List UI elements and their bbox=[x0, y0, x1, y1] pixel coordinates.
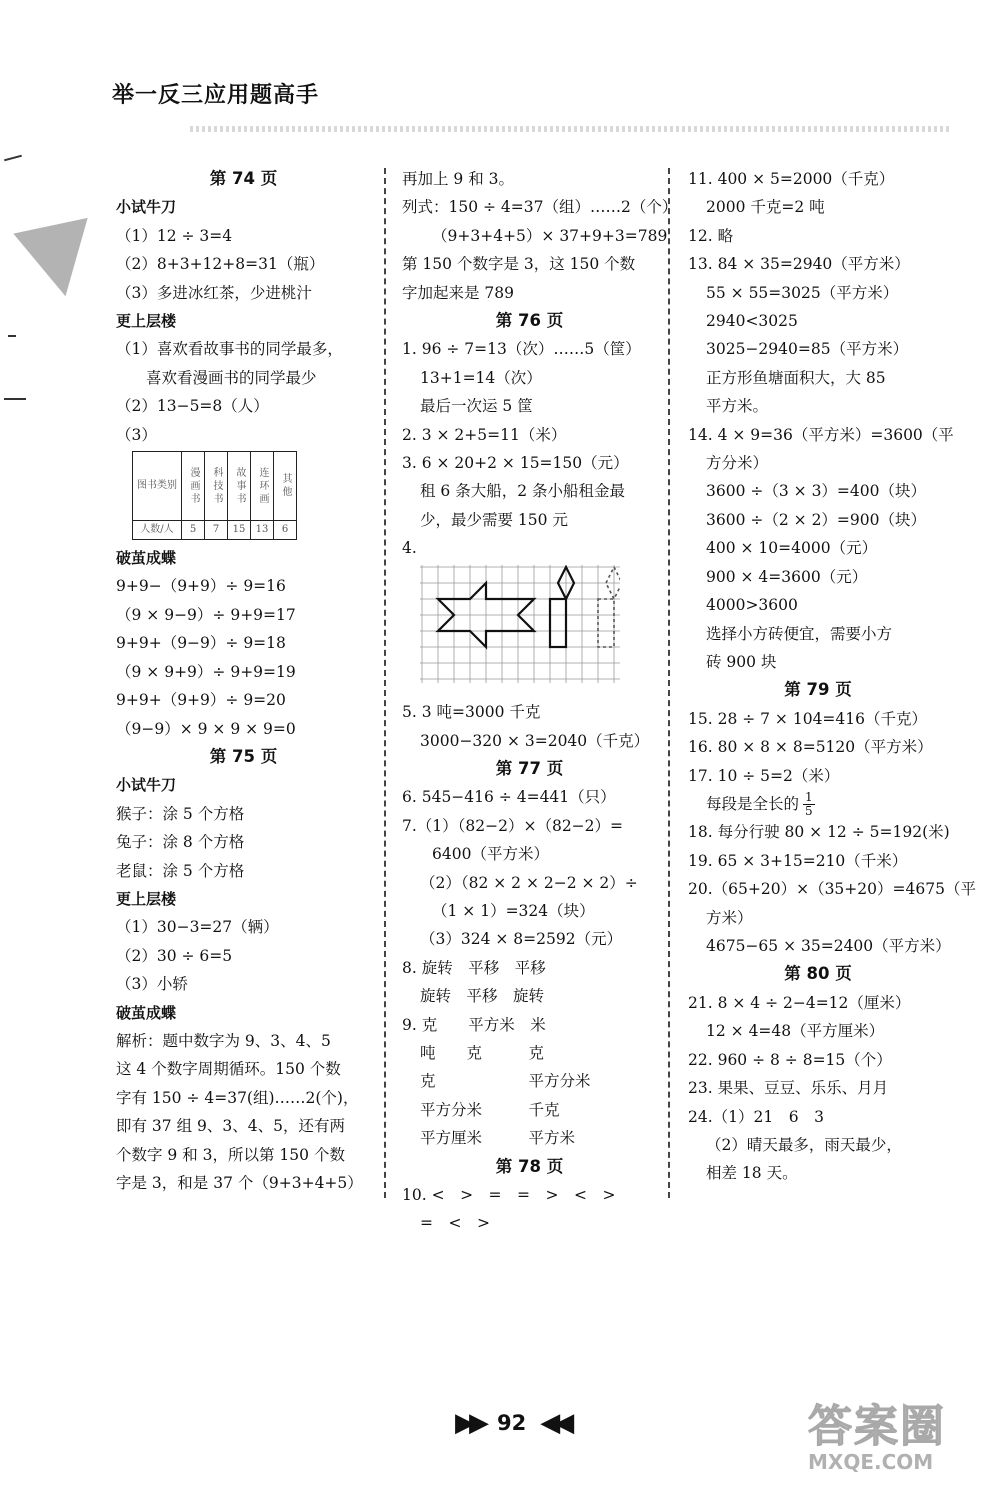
answer-line: 字是 3，和是 37 个（9+3+4+5） bbox=[116, 1174, 363, 1192]
answer-line: （1）喜欢看故事书的同学最多， bbox=[116, 340, 343, 359]
answer-line: 平方米。 bbox=[706, 397, 769, 416]
answer-line: （1）30−3=27（辆） bbox=[116, 918, 279, 937]
answer-line: 3025−2940=85（平方米） bbox=[706, 340, 909, 359]
header-rule bbox=[190, 126, 950, 132]
answer-line: 吨 克 克 bbox=[420, 1043, 545, 1062]
answer-line: 14. 4 × 9=36（平方米）=3600（平 bbox=[688, 425, 954, 444]
answer-line: 相差 18 天。 bbox=[706, 1164, 798, 1183]
answer-line: 列式：150 ÷ 4=37（组）……2（个） bbox=[402, 198, 678, 217]
page-footer bbox=[455, 1408, 568, 1438]
answer-line: 12 × 4=48（平方厘米） bbox=[706, 1022, 885, 1041]
answer-line: 21. 8 × 4 ÷ 2−4=12（厘米） bbox=[688, 993, 911, 1012]
answer-line: 字有 150 ÷ 4=37(组)……2(个)， bbox=[116, 1088, 359, 1107]
answer-line: （2）30 ÷ 6=5 bbox=[116, 946, 233, 965]
section-heading: 小试牛刀 bbox=[116, 776, 177, 795]
answer-line: 2. 3 × 2+5=11（米） bbox=[402, 425, 567, 444]
answer-line: （9 × 9+9）÷ 9+9=19 bbox=[116, 662, 296, 681]
answer-line: 9+9+（9−9）÷ 9=18 bbox=[116, 634, 286, 653]
answer-line: 6400（平方米） bbox=[432, 845, 549, 864]
answer-line: 1. 96 ÷ 7=13（次）……5（筐） bbox=[402, 340, 641, 359]
answer-line: 方米） bbox=[706, 908, 753, 927]
answer-line: 10. < > = = > < > bbox=[402, 1186, 616, 1204]
section-heading: 小试牛刀 bbox=[116, 198, 177, 217]
answer-line: 22. 960 ÷ 8 ÷ 8=15（个） bbox=[688, 1050, 892, 1069]
fraction-numerator: 1 bbox=[805, 790, 813, 805]
answer-line: 9. 克 平方米 米 bbox=[402, 1015, 546, 1034]
watermark-logo bbox=[808, 1390, 996, 1485]
answer-line: （1）12 ÷ 3=4 bbox=[116, 226, 233, 245]
watermark-url: MXQE.COM bbox=[808, 1450, 934, 1474]
answer-line: 6. 545−416 ÷ 4=441（只） bbox=[402, 788, 616, 807]
answer-line: 18. 每分行驶 80 × 12 ÷ 5=192(米) bbox=[688, 823, 950, 842]
table-header-cell: 故事书 bbox=[228, 452, 251, 521]
answer-line: 砖 900 块 bbox=[706, 652, 777, 671]
answer-line: （9 × 9−9）÷ 9+9=17 bbox=[116, 605, 296, 624]
section-heading: 破茧成蝶 bbox=[116, 1003, 177, 1022]
table-header-cell: 漫画书 bbox=[182, 452, 205, 521]
book-title: 举一反三应用题高手 bbox=[112, 83, 320, 108]
decorative-triangle bbox=[13, 218, 102, 304]
answer-line: 猴子：涂 5 个方格 bbox=[116, 804, 245, 823]
decorative-mark bbox=[8, 335, 16, 337]
answer-line: （3）多进冰红茶，少进桃汁 bbox=[116, 283, 312, 302]
page-section-heading: 第 77 页 bbox=[495, 758, 564, 778]
answer-line: （9+3+4+5）× 37+9+3=789 bbox=[432, 226, 668, 245]
answer-line: 3. 6 × 20+2 × 15=150（元） bbox=[402, 454, 629, 473]
answer-line: 这 4 个数字周期循环。150 个数 bbox=[116, 1060, 341, 1079]
answer-text: 每段是全长的 bbox=[706, 794, 800, 813]
answer-line: 900 × 4=3600（元） bbox=[706, 567, 868, 586]
answer-line: 23. 果果、豆豆、乐乐、月月 bbox=[688, 1079, 889, 1098]
table-cell: 13 bbox=[251, 521, 274, 540]
answer-line: 克 平方分米 bbox=[420, 1072, 591, 1091]
column-divider bbox=[384, 168, 386, 1198]
answer-line: 解析：题中数字为 9、3、4、5 bbox=[116, 1031, 331, 1050]
answer-line: 兔子：涂 8 个方格 bbox=[116, 833, 245, 852]
fraction-denominator: 5 bbox=[805, 804, 813, 819]
answer-line: 3600 ÷（2 × 2）=900（块） bbox=[706, 510, 926, 529]
answer-line: 4675−65 × 35=2400（平方米） bbox=[706, 937, 951, 956]
answer-line: （2）13−5=8（人） bbox=[116, 397, 269, 416]
answer-line: （2）8+3+12+8=31（瓶） bbox=[116, 255, 325, 274]
answer-line: 再加上 9 和 3。 bbox=[402, 170, 515, 188]
answer-line: 最后一次运 5 筐 bbox=[420, 397, 533, 416]
decorative-mark bbox=[4, 398, 26, 400]
table-header-cell: 其他 bbox=[274, 452, 297, 521]
answer-line: 19. 65 × 3+15=210（千米） bbox=[688, 851, 908, 870]
answer-line: 7.（1）（82−2）×（82−2）= bbox=[402, 816, 624, 835]
answer-line: 租 6 条大船，2 条小船租金最 bbox=[420, 482, 626, 501]
decorative-mark bbox=[4, 155, 22, 162]
answer-line: 平方厘米 平方米 bbox=[420, 1129, 576, 1148]
section-heading: 破茧成蝶 bbox=[116, 549, 177, 568]
answer-line: （1 × 1）=324（块） bbox=[432, 901, 595, 920]
answer-line: 17. 10 ÷ 5=2（米） bbox=[688, 766, 840, 785]
page-section-heading: 第 80 页 bbox=[784, 964, 852, 984]
table-cell: 5 bbox=[182, 521, 205, 540]
answer-line: 方分米） bbox=[706, 454, 769, 473]
answer-line: 4000>3600 bbox=[706, 596, 798, 615]
answer-line: 2940<3025 bbox=[706, 312, 798, 331]
answer-line: 选择小方砖便宜，需要小方 bbox=[706, 624, 893, 643]
answer-line: 55 × 55=3025（平方米） bbox=[706, 283, 899, 302]
answer-line: 个数字 9 和 3，所以第 150 个数 bbox=[116, 1145, 345, 1164]
table-cell: 15 bbox=[228, 521, 251, 540]
answer-line: 20.（65+20）×（35+20）=4675（平 bbox=[688, 880, 976, 899]
answer-column-right bbox=[688, 165, 976, 1188]
answer-line: 13. 84 × 35=2940（平方米） bbox=[688, 255, 910, 274]
answer-line: 8. 旋转 平移 平移 bbox=[402, 958, 546, 977]
answer-line: （2）晴天最多，雨天最少， bbox=[706, 1135, 902, 1154]
column-divider bbox=[668, 168, 670, 1198]
page-section-heading: 第 75 页 bbox=[209, 746, 278, 766]
table-row-label: 人数/人 bbox=[133, 521, 182, 540]
survey-table bbox=[132, 451, 297, 540]
answer-line: 5. 3 吨=3000 千克 bbox=[402, 703, 541, 722]
answer-line: 15. 28 ÷ 7 × 104=416（千克） bbox=[688, 709, 928, 728]
fraction bbox=[803, 791, 815, 818]
answer-line: 13+1=14（次） bbox=[420, 368, 542, 387]
answer-line: 正方形鱼塘面积大，大 85 bbox=[706, 368, 886, 387]
page-section-heading: 第 74 页 bbox=[209, 169, 278, 188]
answer-line: （3） bbox=[116, 425, 157, 444]
answer-line: 喜欢看漫画书的同学最少 bbox=[146, 368, 317, 387]
answer-line: （2）（82 × 2 × 2−2 × 2）÷ bbox=[420, 873, 638, 892]
table-header-cell: 科技书 bbox=[205, 452, 228, 521]
section-heading: 更上层楼 bbox=[116, 312, 177, 331]
answer-line: = < > bbox=[420, 1214, 490, 1233]
table-header-cell: 图书类别 bbox=[133, 452, 182, 521]
answer-line: 11. 400 × 5=2000（千克） bbox=[688, 170, 895, 188]
page-section-heading: 第 78 页 bbox=[495, 1156, 564, 1176]
answer-line: 3600 ÷（3 × 3）=400（块） bbox=[706, 482, 926, 501]
answer-line: 平方分米 千克 bbox=[420, 1100, 560, 1119]
page-number: 92 bbox=[497, 1411, 527, 1435]
forward-arrows-icon: ▶▶ bbox=[455, 1408, 483, 1438]
answer-line: 第 150 个数字是 3，这 150 个数 bbox=[402, 255, 636, 274]
answer-line: 2000 千克=2 吨 bbox=[706, 198, 825, 217]
answer-column-left bbox=[116, 165, 371, 1197]
answer-line: 9+9+（9+9）÷ 9=20 bbox=[116, 691, 286, 710]
answer-column-middle bbox=[402, 165, 678, 1238]
page-section-heading: 第 76 页 bbox=[495, 311, 564, 331]
table-cell: 7 bbox=[205, 521, 228, 540]
page-section-heading: 第 79 页 bbox=[784, 680, 852, 700]
answer-line: 12. 略 bbox=[688, 226, 734, 245]
answer-line: （3）小轿 bbox=[116, 975, 188, 994]
answer-line bbox=[688, 790, 948, 819]
answer-line: 9+9−（9+9）÷ 9=16 bbox=[116, 577, 286, 596]
answer-line: 24.（1）21 6 3 bbox=[688, 1107, 824, 1126]
answer-line: 即有 37 组 9、3、4、5，还有两 bbox=[116, 1117, 345, 1136]
answer-line: 少，最少需要 150 元 bbox=[420, 510, 568, 529]
answer-line: 400 × 10=4000（元） bbox=[706, 539, 878, 558]
answer-line: 老鼠：涂 5 个方格 bbox=[116, 861, 245, 880]
answer-line: 4. bbox=[402, 539, 417, 558]
answer-line: （9−9）× 9 × 9 × 9=0 bbox=[116, 719, 296, 738]
grid-figure bbox=[420, 565, 620, 683]
watermark-text: 答案圈 bbox=[808, 1401, 946, 1452]
answer-line: 3000−320 × 3=2040（千克） bbox=[420, 731, 650, 750]
answer-line: 16. 80 × 8 × 8=5120（平方米） bbox=[688, 738, 933, 757]
answer-line: 字加起来是 789 bbox=[402, 283, 515, 302]
table-header-cell: 连环画 bbox=[251, 452, 274, 521]
answer-line: 旋转 平移 旋转 bbox=[420, 987, 545, 1006]
answer-line: （3）324 × 8=2592（元） bbox=[420, 930, 623, 949]
table-cell: 6 bbox=[274, 521, 297, 540]
section-heading: 更上层楼 bbox=[116, 889, 177, 908]
backward-arrows-icon: ◀◀ bbox=[540, 1408, 569, 1438]
